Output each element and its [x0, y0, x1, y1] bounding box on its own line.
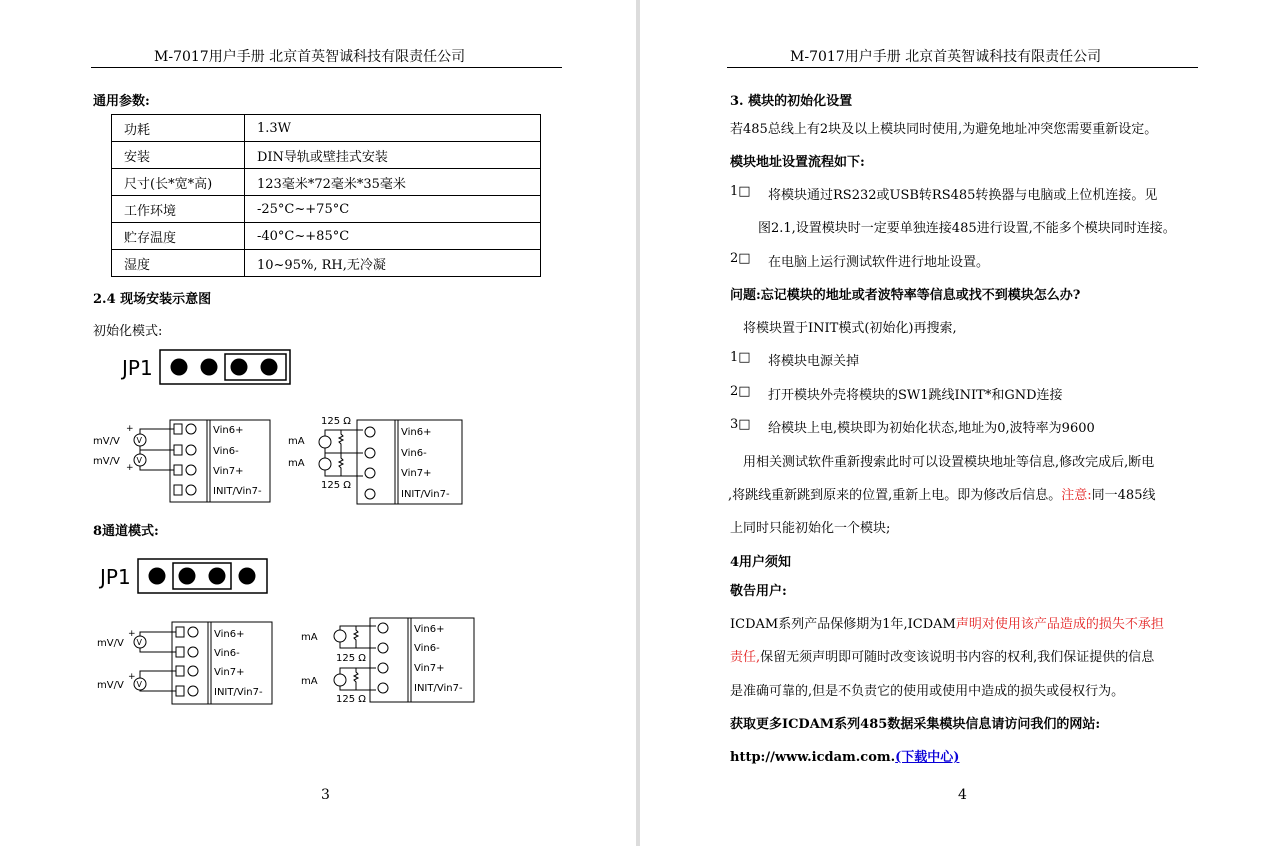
section-4-heading: 4用户须知 [730, 555, 792, 570]
terminal-label: Vin6+ [414, 624, 445, 635]
para-3: 上同时只能初始化一个模块; [730, 521, 891, 536]
step-1-text: 将模块通过RS232或USB转RS485转换器与电脑或上位机连接。见 [768, 188, 1158, 203]
channel8-voltage-wiring-diagram [94, 620, 274, 706]
more-info-text: 获取更多ICDAM系列485数据采集模块信息请访问我们的网站: [730, 717, 1101, 732]
page-header-title: M-7017用户手册 北京首英智诚科技有限责任公司 [154, 49, 466, 65]
terminal-label: Vin7+ [213, 466, 244, 477]
jumper-pin [149, 568, 166, 585]
channel8-current-wiring-diagram [298, 614, 476, 706]
resistor-label: 125 Ω [336, 694, 366, 705]
terminal-label: Vin6- [214, 648, 240, 659]
flow-heading: 模块地址设置流程如下: [730, 155, 865, 170]
step-number: 1□ [730, 184, 751, 199]
svg-text:V: V [136, 680, 142, 689]
current-label: mA [288, 458, 305, 469]
terminal-label: Vin6- [213, 446, 239, 457]
channel8-mode-label: 8通道模式: [93, 524, 159, 539]
general-params-heading: 通用参数: [93, 94, 150, 109]
step-2-text: 在电脑上运行测试软件进行地址设置。 [768, 255, 990, 270]
voltage-label: mV/V [97, 680, 124, 691]
faq-step-3: 给模块上电,模块即为初始化状态,地址为0,波特率为9600 [768, 421, 1095, 436]
faq-answer: 将模块置于INIT模式(初始化)再搜索, [743, 321, 957, 336]
warning-line-1: ICDAM系列产品保修期为1年,ICDAM声明对使用该产品造成的损失不承担 [730, 617, 1164, 632]
intro-text: 若485总线上有2块及以上模块同时使用,为避免地址冲突您需要重新设定。 [730, 122, 1158, 137]
terminal-label: Vin7+ [214, 667, 245, 678]
terminal-label: Vin6+ [401, 427, 432, 438]
table-row: 工作环境 -25°C~+75°C [112, 196, 541, 223]
table-row: 安装 DIN导轨或壁挂式安装 [112, 142, 541, 169]
header-rule [727, 67, 1198, 68]
website-url[interactable]: http://www.icdam.com. [730, 750, 896, 765]
svg-text:V: V [136, 456, 142, 465]
jumper-pin [201, 359, 218, 376]
website-line [730, 746, 959, 765]
step-number: 2□ [730, 251, 751, 266]
svg-text:+: + [128, 629, 136, 639]
terminal-label: INIT/Vin7- [401, 489, 450, 500]
para-1: 用相关测试软件重新搜索此时可以设置模块地址等信息,修改完成后,断电 [743, 455, 1155, 470]
page-header-title: M-7017用户手册 北京首英智诚科技有限责任公司 [790, 49, 1102, 65]
terminal-label: Vin6- [401, 448, 427, 459]
page-number: 4 [958, 787, 967, 803]
voltage-label: mV/V [93, 436, 120, 447]
svg-text:V: V [136, 638, 142, 647]
warning-line-2: 责任,保留无须声明即可随时改变该说明书内容的权利,我们保证提供的信息 [730, 650, 1155, 665]
terminal-label: Vin6+ [213, 425, 244, 436]
svg-text:V: V [136, 436, 142, 445]
init-jumper-diagram [118, 346, 296, 388]
svg-text:+: + [126, 424, 134, 434]
table-row: 尺寸(长*宽*高) 123毫米*72毫米*35毫米 [112, 169, 541, 196]
terminal-label: Vin6- [414, 643, 440, 654]
step-1-continued: 图2.1,设置模块时一定要单独连接485进行设置,不能多个模块同时连接。 [758, 221, 1176, 236]
table-row: 功耗 1.3W [112, 115, 541, 142]
voltage-label: mV/V [97, 638, 124, 649]
table-row: 湿度 10~95%, RH,无冷凝 [112, 250, 541, 277]
note-label: 注意: [1061, 488, 1092, 503]
terminal-label: INIT/Vin7- [213, 486, 262, 497]
terminal-label: Vin7+ [414, 663, 445, 674]
terminal-label: Vin6+ [214, 629, 245, 640]
init-mode-label: 初始化模式: [93, 324, 163, 339]
jumper-label: JP1 [100, 565, 131, 589]
resistor-label: 125 Ω [321, 416, 351, 427]
step-number: 1□ [730, 350, 751, 365]
jumper-pin [261, 359, 278, 376]
channel8-jumper-diagram [96, 556, 274, 598]
faq-question: 问题:忘记模块的地址或者波特率等信息或找不到模块怎么办? [730, 288, 1081, 303]
warn-heading: 敬告用户: [730, 584, 787, 599]
table-row: 贮存温度 -40°C~+85°C [112, 223, 541, 250]
resistor-label: 125 Ω [336, 653, 366, 664]
jumper-label: JP1 [122, 356, 153, 380]
jumper-pin [239, 568, 256, 585]
jumper-pin [171, 359, 188, 376]
header-rule [91, 67, 562, 68]
warning-line-3: 是准确可靠的,但是不负责它的使用或使用中造成的损失或侵权行为。 [730, 684, 1125, 699]
step-number: 3□ [730, 417, 751, 432]
section-2-4-heading: 2.4 现场安装示意图 [93, 292, 212, 307]
section-3-heading: 3. 模块的初始化设置 [730, 94, 853, 109]
resistor-label: 125 Ω [321, 480, 351, 491]
jumper-pin [179, 568, 196, 585]
current-label: mA [301, 676, 318, 687]
current-label: mA [301, 632, 318, 643]
terminal-label: INIT/Vin7- [214, 687, 263, 698]
current-label: mA [288, 436, 305, 447]
svg-text:+: + [128, 672, 136, 682]
page-number: 3 [321, 787, 330, 803]
para-2: ,将跳线重新跳到原来的位置,重新上电。即为修改后信息。注意:同一485线 [728, 488, 1156, 503]
general-params-table [111, 114, 541, 277]
manual-page-4 [640, 0, 1271, 846]
faq-step-1: 将模块电源关掉 [768, 354, 860, 369]
download-center-link[interactable]: (下载中心) [895, 750, 960, 765]
terminal-label: Vin7+ [401, 468, 432, 479]
terminal-label: INIT/Vin7- [414, 683, 463, 694]
init-voltage-wiring-diagram [90, 418, 272, 504]
svg-text:+: + [126, 463, 134, 473]
step-number: 2□ [730, 384, 751, 399]
jumper-pin [231, 359, 248, 376]
init-current-wiring-diagram [285, 416, 465, 506]
voltage-label: mV/V [93, 456, 120, 467]
jumper-pin [209, 568, 226, 585]
faq-step-2: 打开模块外壳将模块的SW1跳线INIT*和GND连接 [768, 388, 1063, 403]
